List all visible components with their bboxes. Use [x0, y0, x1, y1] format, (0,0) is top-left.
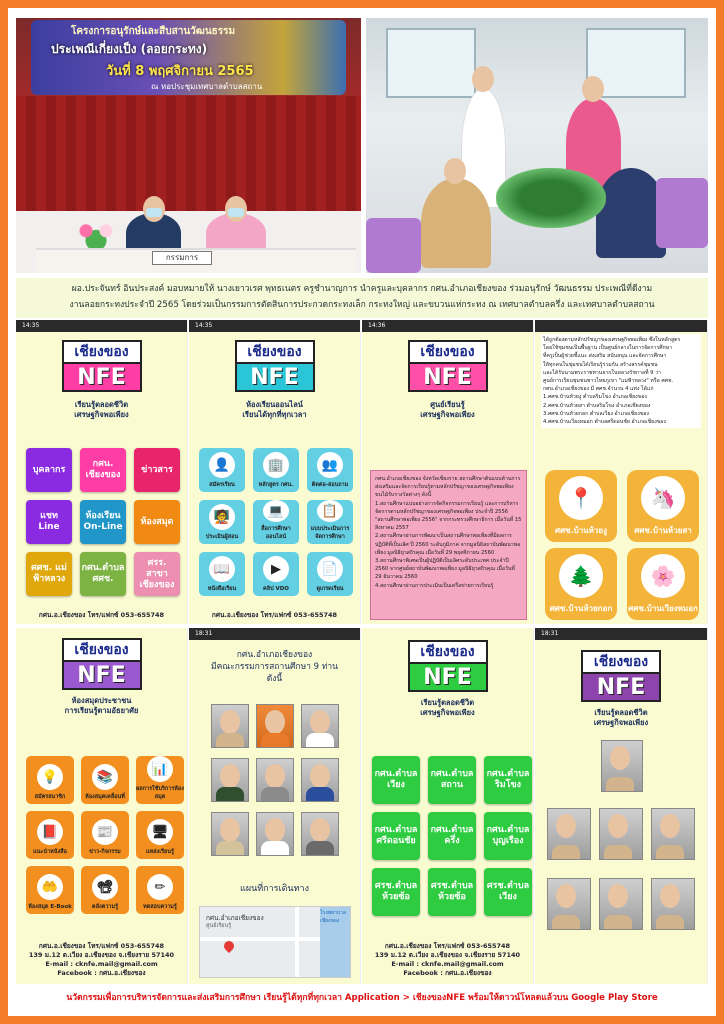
banner-event: ประเพณีเกี่ยงเป็ง (ลอยกระทง): [51, 42, 208, 56]
tile-label: หลักสูตร กศน.: [258, 482, 294, 488]
footer-contact: [362, 942, 533, 978]
khrueng-button[interactable]: กศน.ตำบล ครึ่ง: [428, 812, 476, 860]
pencil-icon: ✏: [147, 874, 173, 900]
shs-huai-ngu-tile[interactable]: [545, 470, 617, 542]
quiz-tile[interactable]: [136, 866, 184, 914]
app-logo: [235, 340, 315, 392]
committee-photo: [301, 704, 339, 748]
mobile-library-tile[interactable]: [81, 756, 129, 804]
paragraph: 2.สถานศึกษาผ่านการพัฒนาเป็นสถานศึกษาพอเพียงที่มีผลการปฏิบัติที่เป็นเลิศ ปี 2560 ระดับภูมิภาค จากมูลนิธิสถาบันพัฒนาพอเพียง มูลนิธิยุวสถิรคุณ เมื่อวันที่ 29 พฤศจิกายน 2560: [375, 533, 521, 556]
face: [220, 710, 240, 734]
footer-contact: กศน.อ.เชียงของ โทร/แฟกซ์ 053-655748: [38, 611, 165, 619]
photo-caption: [16, 278, 708, 318]
app-logo: [408, 640, 488, 692]
app-logo: [62, 638, 142, 690]
shs-description: [541, 334, 701, 428]
footer-line: 139 ม.12 ต.เวียง อ.เชียงของ จ.เชียงราย 57140: [28, 951, 175, 959]
face: [310, 710, 330, 734]
wiang-src-button[interactable]: ศรช.ตำบล เวียง: [484, 868, 532, 916]
committee-photo: [211, 758, 249, 802]
face: [265, 764, 285, 788]
footer-line: กศน.อ.เชียงของ โทร/แฟกซ์ 053-655748: [38, 942, 165, 950]
people-icon: 👥: [317, 452, 343, 478]
recommend-book-tile[interactable]: [26, 811, 74, 859]
app-screen-home: [16, 320, 188, 624]
tree-icon: 🌲: [559, 554, 603, 598]
logo-text: เชียงของ: [581, 650, 661, 672]
map-sub-label: ศูนย์เรียนรู้: [206, 923, 232, 929]
book-icon: 📕: [37, 819, 63, 845]
tile-label: ข่าว-กิจกรรม: [89, 849, 121, 855]
banana-leaves: [496, 168, 606, 228]
shs-huai-sa-tile[interactable]: [627, 470, 699, 542]
body: [306, 733, 334, 747]
committee-photo: [211, 812, 249, 856]
status-bar: 14:35: [16, 320, 187, 332]
paragraph: 4.สถานศึกษาผ่านการประเมินเป็นเครือข่ายการเรียนรู้: [375, 582, 494, 589]
logo-text: เชียงของ: [62, 638, 142, 660]
library-register-tile[interactable]: [26, 756, 74, 804]
status-bar: 18:31: [189, 628, 360, 640]
body: [656, 845, 684, 859]
body: [306, 787, 334, 801]
face: [608, 814, 628, 838]
staff-photo: [651, 808, 695, 860]
subtitle-2: เรียนได้ทุกที่ทุกเวลา: [242, 410, 307, 419]
staff-photo: [599, 878, 643, 930]
evaluate-teacher-tile[interactable]: [199, 500, 245, 544]
subtitle-1: ศูนย์เรียนรู้: [430, 400, 465, 409]
face: [660, 814, 680, 838]
video-icon: ▶: [263, 556, 289, 582]
unicorn-icon: 🦄: [641, 476, 685, 520]
library-usage-tile[interactable]: [136, 756, 184, 804]
committee-photo: [301, 758, 339, 802]
app-screen-library: [16, 628, 188, 984]
body: [261, 733, 289, 747]
footer-line: Facebook : กศน.อ.เชียงของ: [57, 969, 146, 977]
map-title: แผนที่การเดินทาง: [240, 884, 309, 894]
knowledge-base-tile[interactable]: [81, 866, 129, 914]
text-line: 3.ศศช.บ้านห้วยกอก ตำบลเวียง อำเภอเชียงของ: [543, 410, 649, 417]
logo-nfe: NFE: [408, 662, 488, 692]
ebook-tile[interactable]: [26, 866, 74, 914]
logo-nfe: NFE: [62, 362, 142, 392]
subtitle-2: เศรษฐกิจพอเพียง: [593, 718, 649, 727]
curriculum-tile[interactable]: [253, 448, 299, 492]
monitor-icon: 🖥: [147, 819, 173, 845]
face: [220, 764, 240, 788]
paragraph: 3.สถานศึกษาพิเศษเป็นผู้ปฏิบัติเป็นเลิศระดับประเทศ ประจำปี 2560 จากศูนย์สถาบันพัฒนาพอเพียง มูลนิธิยุวสถิรคุณ เมื่อวันที่ 29 ธันวาคม 2560: [375, 558, 515, 581]
huai-so-button[interactable]: ศรช.ตำบล ห้วยซ้อ: [372, 868, 420, 916]
footer-line: 139 ม.12 ต.เวียง อ.เชียงของ จ.เชียงราย 57140: [374, 951, 521, 959]
tile-label: ผลการใช้บริการห้องสมุด: [136, 786, 184, 800]
subtitle-2: การเรียนรู้ตามอัธยาศัย: [64, 706, 139, 715]
tile-label: ศศช.บ้านห้วยสา: [634, 525, 692, 535]
register-tile[interactable]: [199, 448, 245, 492]
face: [660, 884, 680, 908]
logo-text: เชียงของ: [408, 640, 488, 662]
map[interactable]: [199, 906, 351, 978]
news-activity-tile[interactable]: [81, 811, 129, 859]
tile-label: ห้องสมุด E-Book: [28, 904, 72, 910]
subdistrict-nfe-button[interactable]: กศน.ตำบล ศศช.: [80, 552, 126, 596]
building-icon: 🏢: [263, 452, 289, 478]
person-pink-face: [582, 76, 604, 102]
logo-nfe: NFE: [408, 362, 488, 392]
text-line: ที่ครูเป็นผู้ช่วยชี้แนะ ส่งเสริม สนับสนุน และจัดการศึกษา: [543, 353, 667, 360]
chart-icon: 📊: [147, 756, 173, 782]
tile-label: สื่อการศึกษาออนไลน์: [261, 526, 291, 540]
person-right-mask: [228, 208, 244, 217]
subtitle-1: ห้องเรียนออนไลน์: [246, 400, 303, 409]
sathan-button[interactable]: กศน.ตำบล สถาน: [428, 756, 476, 804]
app-screen-shs: [535, 320, 708, 624]
body: [552, 915, 580, 929]
map-place-label: กศน.อำเภอเชียงของ: [206, 914, 264, 922]
app-logo: [581, 650, 661, 702]
checklist-icon: 📋: [317, 500, 343, 522]
tile-label: ดูเกรดเรียน: [316, 586, 344, 592]
director-photo: [601, 740, 643, 792]
person-seated-face: [444, 158, 466, 184]
subtitle-2: เศรษฐกิจพอเพียง: [420, 410, 475, 419]
subtitle-2: เศรษฐกิจพอเพียง: [74, 410, 129, 419]
tile-label: คลังความรู้: [91, 904, 119, 910]
line-chat-button[interactable]: แชท Line: [26, 500, 72, 544]
body: [552, 845, 580, 859]
paragraph: กศน.อำเภอเชียงของ จังหวัดเชียงราย สถานศึกษาต้นแบบด้านการส่งเสริมและจัดการเรียนรู้ตามหลักปรัชญาของเศรษฐกิจพอเพียง ขนไม้รับรางวัลต่างๆ ดังนี้: [375, 476, 521, 499]
app-logo: [408, 340, 488, 392]
event-photo-committee: [16, 18, 361, 273]
chair: [656, 178, 708, 248]
person-standing-face: [472, 66, 494, 92]
huai-so-button-2[interactable]: ศรช.ตำบล ห้วยซ้อ: [428, 868, 476, 916]
idea-icon: 💡: [37, 764, 63, 790]
textbook-tile[interactable]: [199, 552, 245, 596]
menu-grid: [372, 756, 532, 916]
student-icon: 👤: [209, 452, 235, 478]
chair: [366, 218, 421, 273]
book-icon: 📖: [209, 556, 235, 582]
tile-label: แนะนำหนังสือ: [33, 849, 67, 855]
committee-header-3: ดังนี้: [266, 674, 283, 684]
event-banner: [31, 20, 346, 95]
online-media-tile[interactable]: [253, 500, 299, 544]
flower-icon: 🌸: [641, 554, 685, 598]
subtitle-1: เรียนรู้ตลอดชีวิต: [420, 698, 475, 707]
tile-label: ประเมินผู้สอน: [205, 534, 239, 540]
caption-line-2: งานลอยกระทงประจำปี 2565 โดยร่วมเป็นกรรมการตัดสินการประกวดกระทงเล็ก กระทงใหญ่ และขบวนแห่กระทง ณ เทศบาลตำบลครึ่ง และเทศบาลตำบลสถาน: [69, 300, 655, 310]
body: [216, 733, 244, 747]
committee-photo: [301, 812, 339, 856]
nfe-chiangkhong-button[interactable]: กศน. เชียงของ: [80, 448, 126, 492]
tile-label: ติดต่อ-สอบถาม: [311, 482, 349, 488]
logo-text: เชียงของ: [235, 340, 315, 362]
teacher-icon: 🧑‍🏫: [209, 504, 235, 530]
text-line: 4.ศศช.บ้านเวียงหมอก ตำบลศรีดอนชัย อำเภอเชียงของ: [543, 419, 666, 426]
paragraph: 1.สถานศึกษาแบบอย่างการจัดกิจกรรมการเรียนรู้ และการบริหารจัดการตามหลักปรัชญาของเศรษฐกิจพอเพียง ประจำปี 2556 "สถานศึกษาพอเพียง 2556" จากกระทรวงศึกษาธิการ เมื่อวันที่ 15 สิงหาคม 2557: [375, 500, 522, 532]
tile-label: คลิป VDO: [263, 586, 289, 592]
shs-button[interactable]: ศศช. แม่ฟ้าหลวง: [26, 552, 72, 596]
body: [216, 787, 244, 801]
poster: [8, 8, 716, 1016]
text-line: โดยใช้ชุมชนเป็นพื้นฐาน เป็นศูนย์กลางในการจัดการศึกษา: [543, 345, 672, 352]
grades-tile[interactable]: [307, 552, 353, 596]
body: [261, 841, 289, 855]
contact-tile[interactable]: [307, 448, 353, 492]
app-screen-committee: [189, 628, 361, 984]
map-right-label: โรงพยาบาลเชียงของ: [320, 910, 346, 924]
news-button[interactable]: ข่าวสาร: [134, 448, 180, 492]
online-class-button[interactable]: ห้องเรียน On-Line: [80, 500, 126, 544]
video-tile[interactable]: [253, 552, 299, 596]
footer-line: E-mail : cknfe.mail@gmail.com: [391, 960, 504, 968]
awards-text: [370, 470, 527, 620]
face: [265, 710, 285, 734]
promo-footer: นวัตกรรมเพื่อการบริหารจัดการและส่งเสริมการศึกษา เรียนรู้ได้ทุกที่ทุกเวลา Application > เชียงของNFE พร้อมให้ดาวน์โหลดแล้วบน Google Play Store: [66, 993, 658, 1003]
body: [306, 841, 334, 855]
logo-text: เชียงของ: [62, 340, 142, 362]
face: [220, 818, 240, 842]
footer-line: E-mail : cknfe.mail@gmail.com: [45, 960, 158, 968]
face: [310, 764, 330, 788]
logo-nfe: NFE: [62, 660, 142, 690]
face: [556, 814, 576, 838]
tile-label: ศศช.บ้านเวียงหมอก: [628, 603, 698, 613]
banner-date: วันที่ 8 พฤศจิกายน 2565: [106, 64, 254, 79]
face: [610, 746, 630, 770]
stage-curtain: [16, 96, 361, 211]
report-icon: 📄: [317, 556, 343, 582]
location-icon: 📍: [559, 476, 603, 520]
survey-tile[interactable]: [307, 500, 353, 544]
committee-photo: [256, 704, 294, 748]
srr-button[interactable]: ศรร. สาขาเชียงของ: [134, 552, 180, 596]
status-bar: [535, 320, 707, 332]
status-bar: 14:35: [189, 320, 360, 332]
window: [386, 28, 476, 98]
app-logo: [62, 340, 142, 392]
wiang-button[interactable]: กศน.ตำบล เวียง: [372, 756, 420, 804]
tile-label: สมัครสมาชิก: [34, 794, 66, 800]
staff-photo: [547, 878, 591, 930]
subtitle-2: เศรษฐกิจพอเพียง: [420, 708, 475, 717]
body: [604, 915, 632, 929]
map-pin-icon: [222, 939, 236, 953]
subtitle-1: เรียนรู้ตลอดชีวิต: [594, 708, 648, 717]
tile-label: แหล่งเรียนรู้: [146, 849, 174, 855]
text-line: กศน.อำเภอเชียงของ มี ศศช.จำนวน 4 แห่ง ได้แก่: [543, 386, 654, 393]
face: [556, 884, 576, 908]
caption-line-1: ผอ.ประจันทร์ อินประสงค์ มอบหมายให้ นางเยาวเรศ พุทธเนตร ครูชำนาญการ นำครูและบุคลากร กศน.อำเภอเชียงของ ร่วมอนุรักษ์ วัฒนธรรม ประเพณีที่ดีงาม: [71, 284, 653, 294]
body: [606, 777, 634, 791]
map-road: [295, 907, 299, 977]
name-card: กรรมการ: [152, 251, 212, 265]
committee-photo: [211, 704, 249, 748]
committee-photo: [256, 758, 294, 802]
banner-title: โครงการอนุรักษ์และสืบสานวัฒนธรรม: [71, 26, 236, 37]
text-line: ให้ทุกคนในชุมชนได้เรียนรู้ร่วมกัน สร้างสรรค์ชุมชน: [543, 361, 658, 368]
flower-arrangement: [71, 218, 121, 250]
event-photo-making-krathong: [366, 18, 708, 273]
menu-grid: [26, 448, 180, 596]
footer-line: กศน.อ.เชียงของ โทร/แฟกซ์ 053-655748: [384, 942, 511, 950]
shs-wiang-mok-tile[interactable]: [627, 548, 699, 620]
hands-icon: 🤲: [37, 874, 63, 900]
face: [310, 818, 330, 842]
footer-contact: กศน.อ.เชียงของ โทร/แฟกซ์ 053-655748: [211, 611, 338, 619]
footer-line: Facebook : กศน.อ.เชียงของ: [403, 969, 492, 977]
tile-label: ศศช.บ้านห้วยงู: [554, 525, 608, 535]
si-don-chai-button[interactable]: กศน.ตำบล ศรีดอนชัย: [372, 812, 420, 860]
app-screen-learning-center: [362, 320, 534, 624]
staff-photo: [599, 808, 643, 860]
learning-source-tile[interactable]: [136, 811, 184, 859]
presentation-icon: 📽: [92, 874, 118, 900]
committee-photo: [256, 812, 294, 856]
personnel-button[interactable]: บุคลากร: [26, 448, 72, 492]
tile-label: สมัครเรียน: [209, 482, 235, 488]
reading-icon: 📚: [92, 764, 118, 790]
footer-contact: [16, 942, 187, 978]
body: [604, 845, 632, 859]
newspaper-icon: 📰: [92, 819, 118, 845]
tile-label: ห้องสมุดเคลื่อนที่: [85, 794, 125, 800]
shs-huai-kok-tile[interactable]: [545, 548, 617, 620]
logo-text: เชียงของ: [408, 340, 488, 362]
body: [216, 841, 244, 855]
person-seated: [421, 178, 491, 268]
text-line: ได้ถูกต้องตามหลักปรัชญาของเศรษฐกิจพอเพียง ซึ่งในหลักสูตร: [543, 337, 681, 343]
banner-place: ณ หอประชุมเทศบาลตำบลสถาน: [151, 82, 263, 91]
face: [265, 818, 285, 842]
menu-grid: [199, 448, 353, 596]
library-button[interactable]: ห้องสมุด: [134, 500, 180, 544]
computer-icon: 💻: [263, 500, 289, 522]
text-line: ศูนย์การเรียนชุมชนชาวไทยภูเขา "แม่ฟ้าหลวง" หรือ ศศช.: [543, 378, 674, 385]
status-bar: 14:36: [362, 320, 533, 332]
face: [608, 884, 628, 908]
text-line: 1.ศศช.บ้านห้วยงู ตำบลริมโขง อำเภอเชียงของ: [543, 394, 647, 401]
committee-header-1: กศน.อำเภอเชียงของ: [236, 650, 313, 660]
tile-label: ทดสอบความรู้: [143, 904, 177, 910]
staff-photo: [651, 878, 695, 930]
subtitle-1: เรียนรู้ตลอดชีวิต: [74, 400, 129, 409]
committee-header-2: มีคณะกรรมการสถานศึกษา 9 ท่าน: [211, 662, 338, 672]
status-bar: 18:31: [535, 628, 707, 640]
text-line: และได้รับนามพระราชทานจากในหลวงรัชกาลที่ 9 ว่า: [543, 369, 661, 376]
bun-rueang-button[interactable]: กศน.ตำบล บุญเรือง: [484, 812, 532, 860]
person-left-mask: [146, 208, 162, 217]
body: [656, 915, 684, 929]
app-screen-personnel: [535, 628, 708, 984]
tile-label: ศศช.บ้านห้วยกอก: [549, 603, 613, 613]
subtitle-1: ห้องสมุดประชาชน: [71, 696, 132, 705]
logo-nfe: NFE: [581, 672, 661, 702]
tile-label: แบบประเมินการจัดการศึกษา: [310, 526, 350, 540]
body: [261, 787, 289, 801]
app-screen-online-class: [189, 320, 361, 624]
text-line: 2.ศศช.บ้านห้วยสา ตำบลริมโขง อำเภอเชียงของ: [543, 402, 651, 409]
logo-nfe: NFE: [235, 362, 315, 392]
tile-label: หนังสือเรียน: [207, 586, 237, 592]
app-screen-subdistricts: [362, 628, 534, 984]
staff-photo: [547, 808, 591, 860]
menu-grid: [26, 756, 184, 914]
rim-khong-button[interactable]: กศน.ตำบล ริมโขง: [484, 756, 532, 804]
